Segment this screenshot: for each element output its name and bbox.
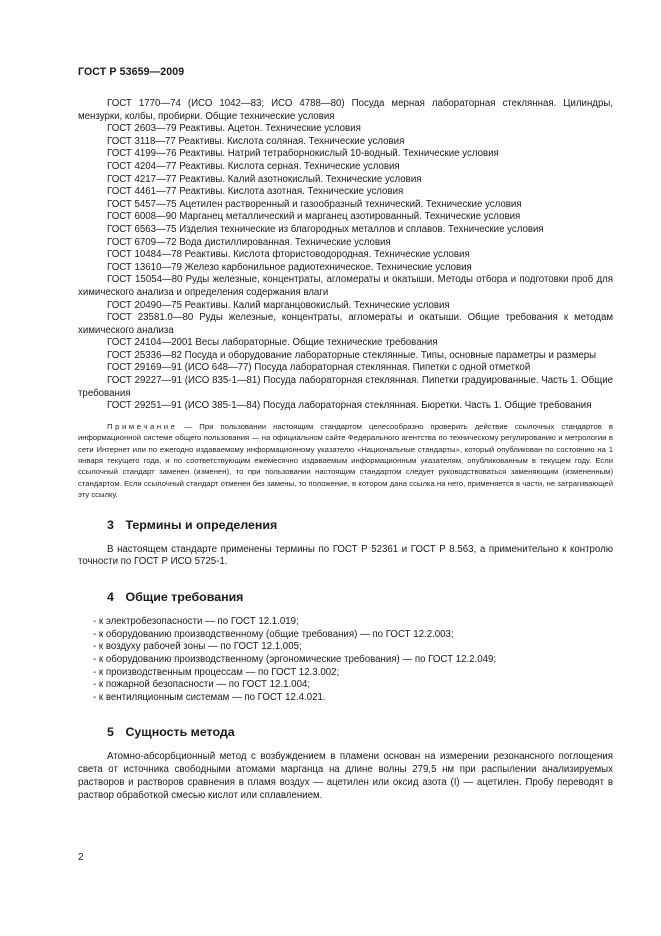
section-5-heading [78, 725, 613, 739]
section-title: Общие требования [125, 590, 244, 605]
reference-item: ГОСТ 1770—74 (ИСО 1042—83; ИСО 4788—80) Посуда мерная лабораторная стеклянная. Цилиндры, мензурки, колбы, пробирки. Общие технические условия [78, 98, 613, 122]
section-title: Термины и определения [125, 517, 278, 532]
list-item: - к оборудованию производственному (общие требования) — по ГОСТ 12.2.003; [93, 629, 613, 642]
list-item: - к электробезопасности — по ГОСТ 12.1.019; [93, 616, 613, 629]
list-item: - к производственным процессам — по ГОСТ 12.3.002; [93, 667, 613, 680]
note-paragraph [78, 421, 613, 501]
section-number: 3 [107, 517, 114, 532]
requirements-list [78, 616, 613, 704]
reference-item: ГОСТ 5457—75 Ацетилен растворенный и газообразный технический. Технические условия [107, 198, 522, 210]
section-3-heading [78, 518, 613, 532]
section-4-heading [78, 590, 613, 604]
reference-item: ГОСТ 23581.0—80 Руды железные, концентраты, агломераты и окатыши. Общие требования к методам химического анализа [78, 312, 613, 336]
section-number: 5 [107, 725, 114, 740]
document-page [78, 66, 613, 803]
section-title: Сущность метода [125, 725, 235, 740]
note-label: Примечание [107, 421, 178, 431]
reference-item: ГОСТ 4461—77 Реактивы. Кислота азотная. Технические условия [107, 186, 404, 198]
reference-item: ГОСТ 4199—76 Реактивы. Натрий тетраборнокислый 10-водный. Технические условия [107, 148, 499, 160]
reference-item: ГОСТ 15054—80 Руды железные, концентраты, агломераты и окатыши. Методы отбора и подготовки проб для химического анализа и определения содержания влаги [78, 274, 613, 298]
reference-item: ГОСТ 13610—79 Железо карбонильное радиотехническое. Технические условия [107, 261, 472, 273]
section-5-text: Атомно-абсорбционный метод с возбуждением в пламени основан на измерении резонансного поглощения света от источника свободными атомами марганца на длине волны 279,5 нм при распылении анализируемых растворов и растворов сравнения в пламя воздух — ацетилен или оксид азота (I) — ацетилен. Пробу переводят в раствор обработкой смесью кислот или сплавлением. [78, 751, 613, 801]
reference-item: ГОСТ 10484—78 Реактивы. Кислота фтористоводородная. Технические условия [107, 249, 470, 261]
reference-item: ГОСТ 2603—79 Реактивы. Ацетон. Технические условия [107, 123, 361, 135]
reference-item: ГОСТ 6008—90 Марганец металлический и марганец азотированный. Технические условия [107, 211, 521, 223]
list-item: - к воздуху рабочей зоны — по ГОСТ 12.1.005; [93, 641, 613, 654]
note-text: — При пользовании настоящим стандартом целесообразно проверить действие ссылочных стандартов в информационной системе общего пользования — на официальном сайте Федерального агентства по техническому регулированию и метрологии в сети Интернет или по ежегодно издаваемому информационному указателю «Национальные стандарты», который опубликован по состоянию на 1 января текущего года, и по соответствующим ежемесячно издаваемым информационным указателям, опубликованным в текущем году. Если ссылочный стандарт заменен (изменен), то при пользовании настоящим стандартом следует руководствоваться заменяющим (измененным) стандартом. Если ссылочный стандарт отменен без замены, то положение, в котором дана ссылка на него, применяется в части, не затрагивающей эту ссылку. [78, 421, 613, 500]
section-number: 4 [107, 590, 114, 605]
reference-item: ГОСТ 24104—2001 Весы лабораторные. Общие технические требования [107, 337, 438, 349]
list-item: - к оборудованию производственному (эргономические требования) — по ГОСТ 12.2.049; [93, 654, 613, 667]
normative-references-list [78, 98, 613, 413]
page-number: 2 [78, 852, 84, 863]
reference-item: ГОСТ 29251—91 (ИСО 385-1—84) Посуда лабораторная стеклянная. Бюретки. Часть 1. Общие требования [107, 400, 592, 412]
list-item: - к вентиляционным системам — по ГОСТ 12.4.021. [93, 692, 613, 705]
reference-item: ГОСТ 4217—77 Реактивы. Калий азотнокислый. Технические условия [107, 173, 422, 185]
document-header: ГОСТ Р 53659—2009 [78, 66, 185, 78]
reference-item: ГОСТ 29169—91 (ИСО 648—77) Посуда лабораторная стеклянная. Пипетки с одной отметкой [107, 362, 531, 374]
reference-item: ГОСТ 20490—75 Реактивы. Калий марганцовокислый. Технические условия [107, 299, 450, 311]
reference-item: ГОСТ 6563—75 Изделия технические из благородных металлов и сплавов. Технические условия [107, 223, 544, 235]
reference-item: ГОСТ 29227—91 (ИСО 835-1—81) Посуда лабораторная стеклянная. Пипетки градуированные. Часть 1. Общие требования [78, 375, 613, 399]
reference-item: ГОСТ 4204—77 Реактивы. Кислота серная. Технические условия [107, 160, 400, 172]
reference-item: ГОСТ 6709—72 Вода дистиллированная. Технические условия [107, 236, 391, 248]
section-3-text: В настоящем стандарте применены термины по ГОСТ Р 52361 и ГОСТ Р 8.563, а применительно к контролю точности по ГОСТ Р ИСО 5725-1. [78, 543, 613, 568]
list-item: - к пожарной безопасности — по ГОСТ 12.1.004; [93, 679, 613, 692]
reference-item: ГОСТ 3118—77 Реактивы. Кислота соляная. Технические условия [107, 135, 405, 147]
reference-item: ГОСТ 25336—82 Посуда и оборудование лабораторные стеклянные. Типы, основные параметры и размеры [107, 349, 597, 361]
